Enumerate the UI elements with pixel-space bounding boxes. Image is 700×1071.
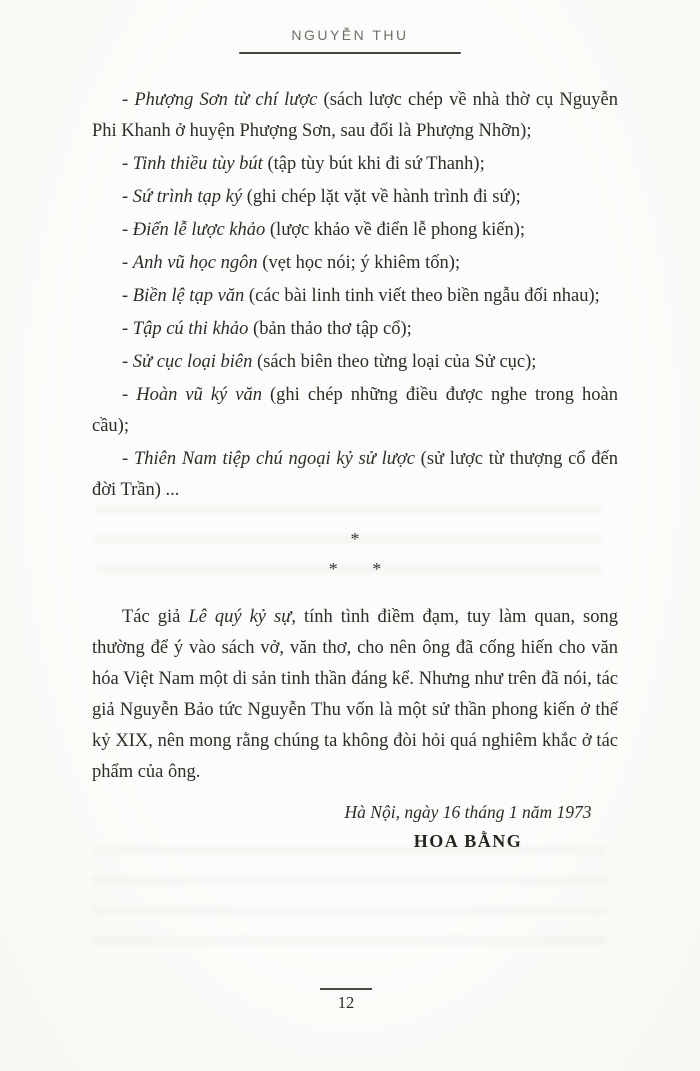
closing-text-lead: Tác giả	[122, 607, 189, 627]
work-item-title: Phượng Sơn từ chí lược	[134, 90, 318, 110]
asterisk-glyph: *	[372, 559, 382, 579]
work-item-dash: -	[122, 253, 129, 273]
closing-paragraph	[92, 602, 618, 788]
work-item-note: (ghi chép lặt vặt về hành trình đi sứ);	[246, 187, 521, 207]
work-list-item	[92, 149, 618, 180]
page-footer	[0, 988, 692, 1013]
bleedthrough-texture	[92, 846, 607, 958]
closing-work-title: Lê quý kỷ sự	[188, 607, 292, 627]
asterisk-glyph: *	[350, 529, 360, 549]
work-list-item	[92, 444, 618, 506]
work-item-note: (sách biên theo từng loại của Sử cục);	[256, 352, 537, 372]
work-list-item	[92, 248, 618, 279]
work-list-item	[92, 347, 618, 378]
page-body	[92, 85, 618, 857]
work-list-item	[92, 380, 618, 442]
page-number: 12	[337, 993, 355, 1012]
work-item-note: (lược khảo về điển lễ phong kiến);	[269, 220, 525, 240]
signature-block	[328, 801, 608, 857]
work-item-dash: -	[122, 154, 129, 174]
work-item-title: Thiên Nam tiệp chú ngoại kỷ sử lược	[133, 449, 415, 469]
work-item-dash: -	[122, 90, 129, 110]
work-item-dash: -	[122, 220, 129, 240]
work-item-note: (bản thảo thơ tập cổ);	[253, 319, 412, 339]
work-item-note: (các bài linh tinh viết theo biền ngẫu đối nhau);	[248, 286, 600, 306]
work-item-title: Tinh thiều tùy bút	[132, 154, 263, 174]
work-item-dash: -	[122, 352, 129, 372]
work-item-title: Sứ trình tạp ký	[132, 187, 243, 207]
work-item-title: Hoàn vũ ký văn	[136, 385, 262, 405]
header-rule	[239, 52, 461, 54]
work-list-item	[92, 215, 618, 246]
work-item-title: Điển lễ lược khảo	[132, 220, 266, 240]
dateline: Hà Nội, ngày 16 tháng 1 năm 1973	[344, 802, 592, 822]
work-item-dash: -	[122, 449, 129, 469]
works-list	[92, 85, 618, 506]
work-item-dash: -	[122, 385, 129, 405]
work-list-item	[92, 281, 618, 312]
closing-text-rest: , tính tình điềm đạm, tuy làm quan, song thường để ý vào sách vở, văn thơ, cho nên ông đã cống hiến cho văn hóa Việt Nam một di sản tinh thần đáng kể. Nhưng như trên đã nói, tác giả Nguyễn Bảo tức Nguyễn Thu vốn là một sử thần phong kiến ở thế kỷ XIX, nên mong rằng chúng ta không đòi hỏi quá nghiêm khắc ở tác phẩm của ông.	[92, 607, 618, 782]
running-header-title: NGUYỄN THU	[291, 27, 409, 43]
work-item-dash: -	[122, 187, 129, 207]
work-item-note: (sách lược chép về nhà thờ cụ Nguyễn Phi Khanh ở huyện Phượng Sơn, sau đổi là Phượng Nhỡn);	[92, 90, 618, 141]
work-item-note: (sử lược từ thượng cổ đến đời Trần) ...	[92, 449, 619, 500]
asterisk-separator	[92, 524, 618, 584]
work-list-item	[92, 85, 618, 147]
footer-rule	[320, 988, 372, 990]
work-item-note: (tập tùy bút khi đi sứ Thanh);	[267, 154, 485, 174]
work-item-title: Tập cú thi khảo	[132, 319, 249, 339]
work-item-dash: -	[122, 286, 129, 306]
work-item-dash: -	[122, 319, 129, 339]
work-list-item	[92, 314, 618, 345]
work-item-title: Biền lệ tạp văn	[132, 286, 245, 306]
asterisk-glyph: *	[328, 559, 338, 579]
work-item-note: (ghi chép những điều được nghe trong hoàn cầu);	[92, 385, 619, 436]
work-item-title: Sử cục loại biên	[132, 352, 253, 372]
work-list-item	[92, 182, 618, 213]
author-name: HOA BẰNG	[413, 831, 523, 851]
work-item-title: Anh vũ học ngôn	[132, 253, 258, 273]
work-item-note: (vẹt học nói; ý khiêm tốn);	[262, 253, 461, 273]
asterisk-pair	[92, 554, 618, 584]
